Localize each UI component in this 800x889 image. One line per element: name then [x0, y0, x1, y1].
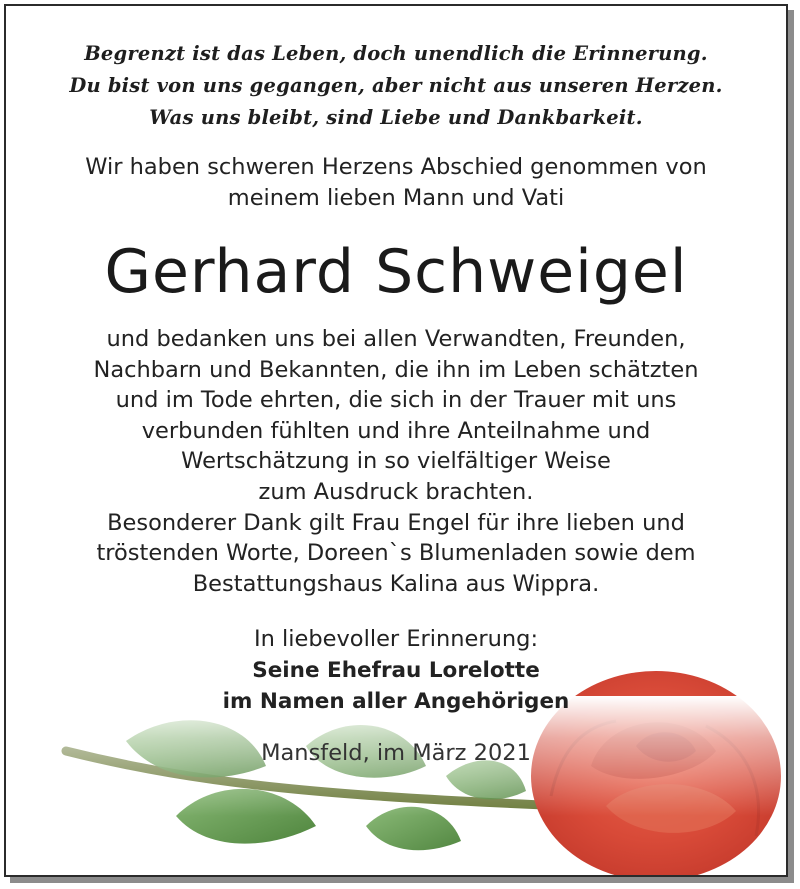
motto-line: Du bist von uns gegangen, aber nicht aus unseren Herzen.: [69, 74, 723, 97]
closing-intro: In liebevoller Erinnerung:: [253, 626, 539, 652]
signer-family: im Namen aller Angehörigen: [222, 689, 570, 714]
motto-line: Begrenzt ist das Leben, doch unendlich die Erinnerung.: [84, 42, 708, 65]
thanks-line: Nachbarn und Bekannten, die ihn im Leben schätzten: [93, 356, 699, 383]
deceased-name: Gerhard Schweigel: [104, 237, 688, 307]
thanks-line: Bestattungshaus Kalina aus Wippra.: [192, 570, 600, 597]
thanks-text: [6, 324, 786, 599]
thanks-line: Besonderer Dank gilt Frau Engel für ihre lieben und: [107, 509, 685, 536]
motto-line: Was uns bleibt, sind Liebe und Dankbarkeit.: [149, 106, 643, 129]
motto: [6, 38, 786, 134]
thanks-line: und bedanken uns bei allen Verwandten, Freunden,: [106, 326, 686, 352]
thanks-line: zum Ausdruck brachten.: [258, 478, 534, 505]
thanks-line: Wertschätzung in so vielfältiger Weise: [181, 448, 611, 475]
thanks-line: tröstenden Worte, Doreen`s Blumenladen sowie dem: [96, 540, 696, 567]
place-date: Mansfeld, im März 2021: [261, 740, 531, 766]
intro-line: meinem lieben Mann und Vati: [227, 185, 565, 211]
closing-block: [6, 624, 786, 717]
obituary-frame: [4, 4, 788, 877]
thanks-line: verbunden fühlten und ihre Anteilnahme und: [141, 417, 651, 444]
intro-text: [6, 152, 786, 214]
signer-name: Seine Ehefrau Lorelotte: [252, 658, 540, 683]
intro-line: Wir haben schweren Herzens Abschied genommen von: [85, 154, 707, 180]
thanks-line: und im Tode ehrten, die sich in der Trauer mit uns: [115, 387, 677, 414]
